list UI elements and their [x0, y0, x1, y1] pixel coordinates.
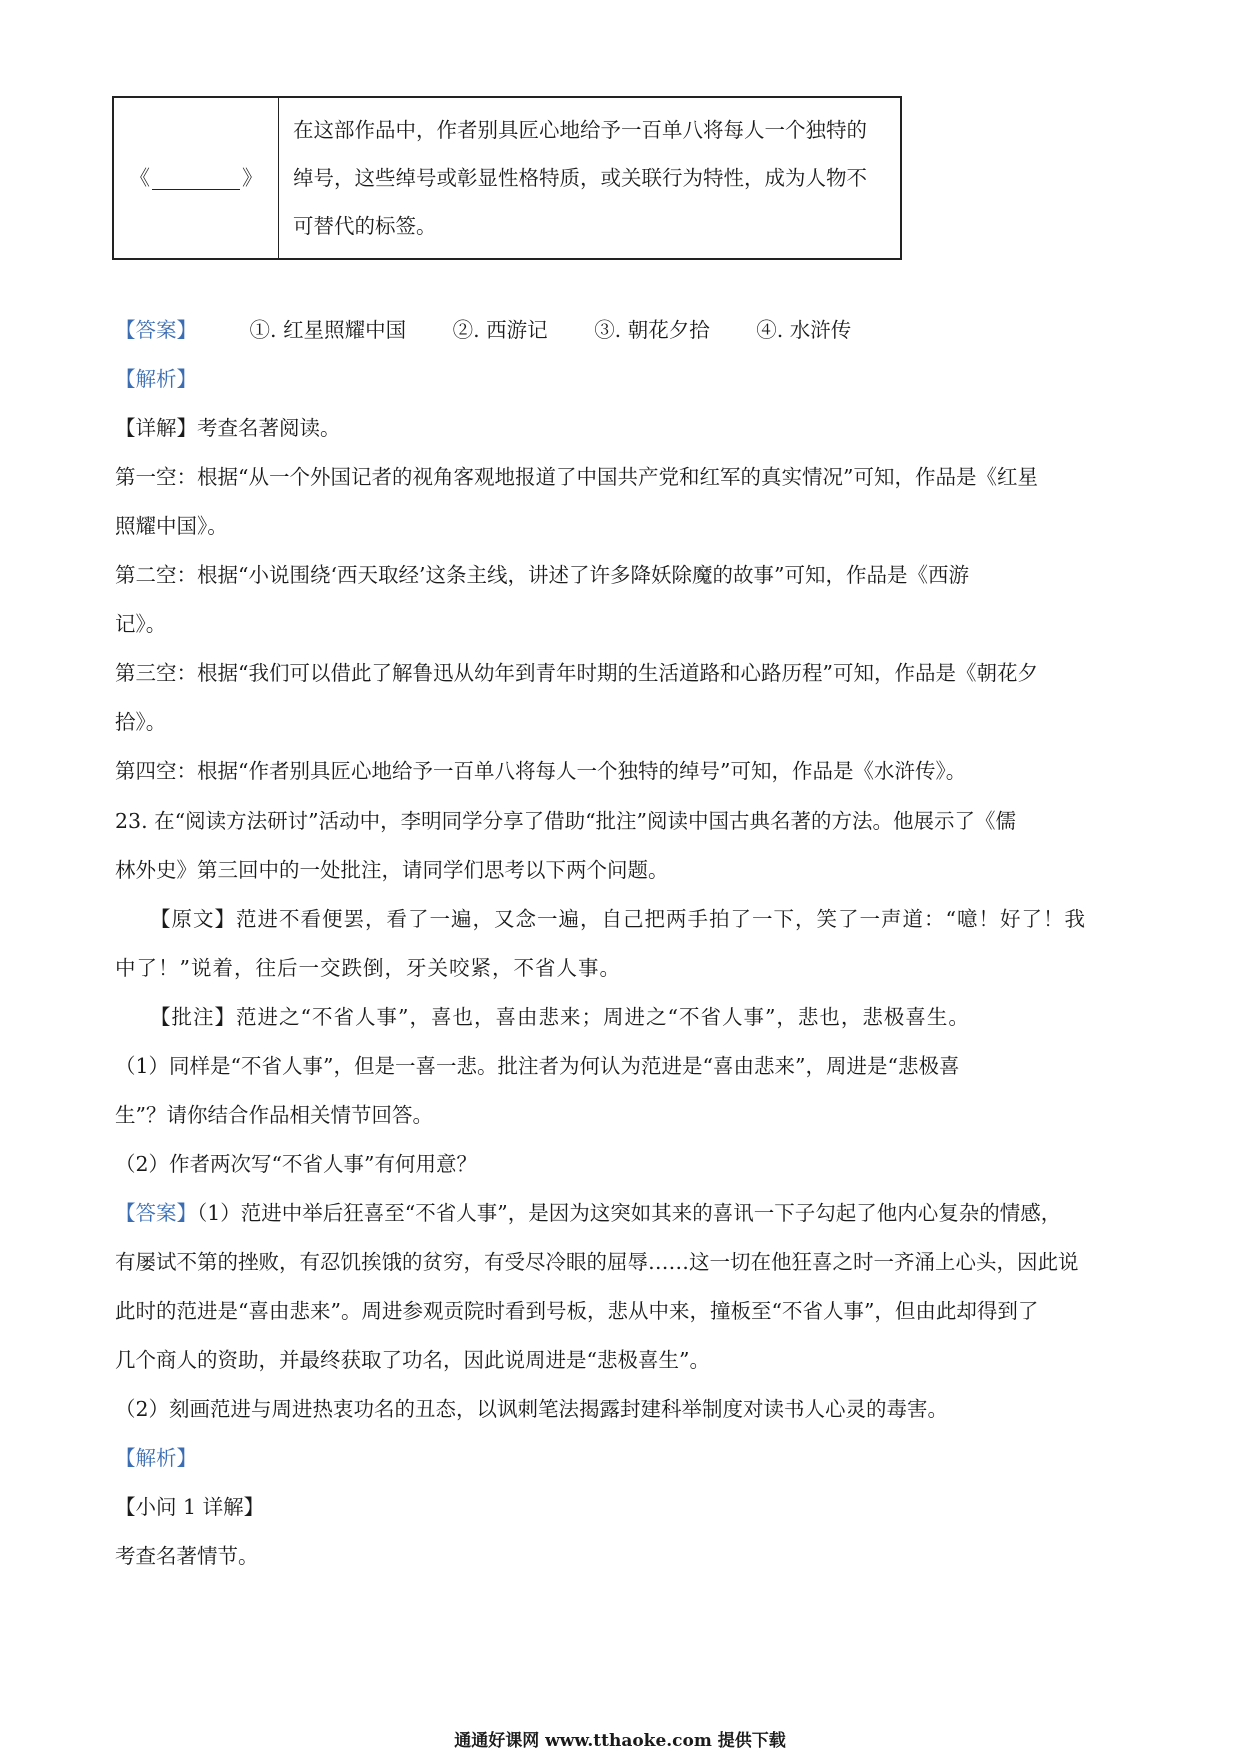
q23-answer-2: 有屡试不第的挫败，有忍饥挨饿的贫穷，有受尽冷眼的屈辱……这一切在他狂喜之时一齐涌上心头，因此说: [115, 1250, 1079, 1274]
q23-answer-4: 几个商人的资助，并最终获取了功名，因此说周进是“悲极喜生”。: [115, 1348, 710, 1372]
answer-2: ②. 西游记: [452, 318, 548, 342]
q23-stem-2: 林外史》第三回中的一处批注，请同学们思考以下两个问题。: [115, 858, 669, 882]
q23-sub2: （2）作者两次写“不省人事”有何用意？: [115, 1152, 478, 1176]
description-cell: 在这部作品中，作者别具匠心地给予一百单八将每人一个独特的绰号，这些绰号或彰显性格特质，或关联行为特性，成为人物不可替代的标签。: [279, 97, 902, 259]
q22-detail: 【详解】考查名著阅读。: [115, 416, 341, 440]
q23-original-2: 中了！”说着，往后一交跌倒，牙关咬紧，不省人事。: [115, 956, 621, 980]
q23-answer-text-1: （1）范进中举后狂喜至“不省人事”，是因为这突如其来的喜讯一下子勾起了他内心复杂的情感，: [197, 1201, 1062, 1225]
answer-blank: [152, 169, 240, 190]
q23-stem-1: 23. 在“阅读方法研讨”活动中，李明同学分享了借助“批注”阅读中国古典名著的方法。他展示了《儒: [115, 809, 1017, 833]
q23-sub1-2: 生”？请你结合作品相关情节回答。: [115, 1103, 433, 1127]
book-bracket-close: 》: [242, 166, 263, 190]
answer-tag: 【答案】: [115, 318, 197, 342]
q23-original-1: 【原文】范进不看便罢，看了一遍，又念一遍，自己把两手拍了一下，笑了一声道：“噫！好了！我: [150, 907, 1086, 931]
q22-line-5: 第三空：根据“我们可以借此了解鲁迅从幼年到青年时期的生活道路和心路历程”可知，作品是《朝花夕: [115, 661, 1038, 685]
q22-line-3: 第二空：根据“小说围绕‘西天取经’这条主线，讲述了许多降妖除魔的故事”可知，作品是《西游: [115, 563, 969, 587]
q23-answer2: （2）刻画范进与周进热衷功名的丑态，以讽刺笔法揭露封建科举制度对读书人心灵的毒害。: [115, 1397, 949, 1421]
q23-answer-1: [115, 1198, 1061, 1228]
answer-tag: 【答案】: [115, 1201, 197, 1225]
book-bracket-open: 《: [129, 166, 150, 190]
title-blank-cell: [113, 97, 279, 259]
q22-analysis-tag: 【解析】: [115, 367, 197, 391]
q22-line-7: 第四空：根据“作者别具匠心地给予一百单八将每人一个独特的绰号”可知，作品是《水浒传》。: [115, 759, 967, 783]
page-footer: 通通好课网 www.tthaoke.com 提供下载: [454, 1731, 786, 1751]
q22-line-6: 拾》。: [115, 710, 167, 734]
answer-1: ①. 红星照耀中国: [249, 318, 407, 342]
q23-answer-3: 此时的范进是“喜由悲来”。周进参观贡院时看到号板，悲从中来，撞板至“不省人事”，但由此却得到了: [115, 1299, 1039, 1323]
q22-answer-row: [115, 315, 851, 345]
answer-4: ④. 水浒传: [756, 318, 852, 342]
work-table: [112, 96, 902, 260]
q23-note: 【批注】范进之“不省人事”，喜也，喜由悲来；周进之“不省人事”，悲也，悲极喜生。: [150, 1005, 970, 1029]
q22-line-2: 照耀中国》。: [115, 514, 228, 538]
q22-line-1: 第一空：根据“从一个外国记者的视角客观地报道了中国共产党和红军的真实情况”可知，作品是《红星: [115, 465, 1038, 489]
answer-3: ③. 朝花夕拾: [594, 318, 710, 342]
q23-sub-detail: 【小问 1 详解】: [115, 1495, 265, 1519]
q23-analysis-tag: 【解析】: [115, 1446, 197, 1470]
q23-last-line: 考查名著情节。: [115, 1544, 259, 1568]
q23-sub1-1: （1）同样是“不省人事”，但是一喜一悲。批注者为何认为范进是“喜由悲来”，周进是“悲极喜: [115, 1054, 960, 1078]
q22-line-4: 记》。: [115, 612, 167, 636]
